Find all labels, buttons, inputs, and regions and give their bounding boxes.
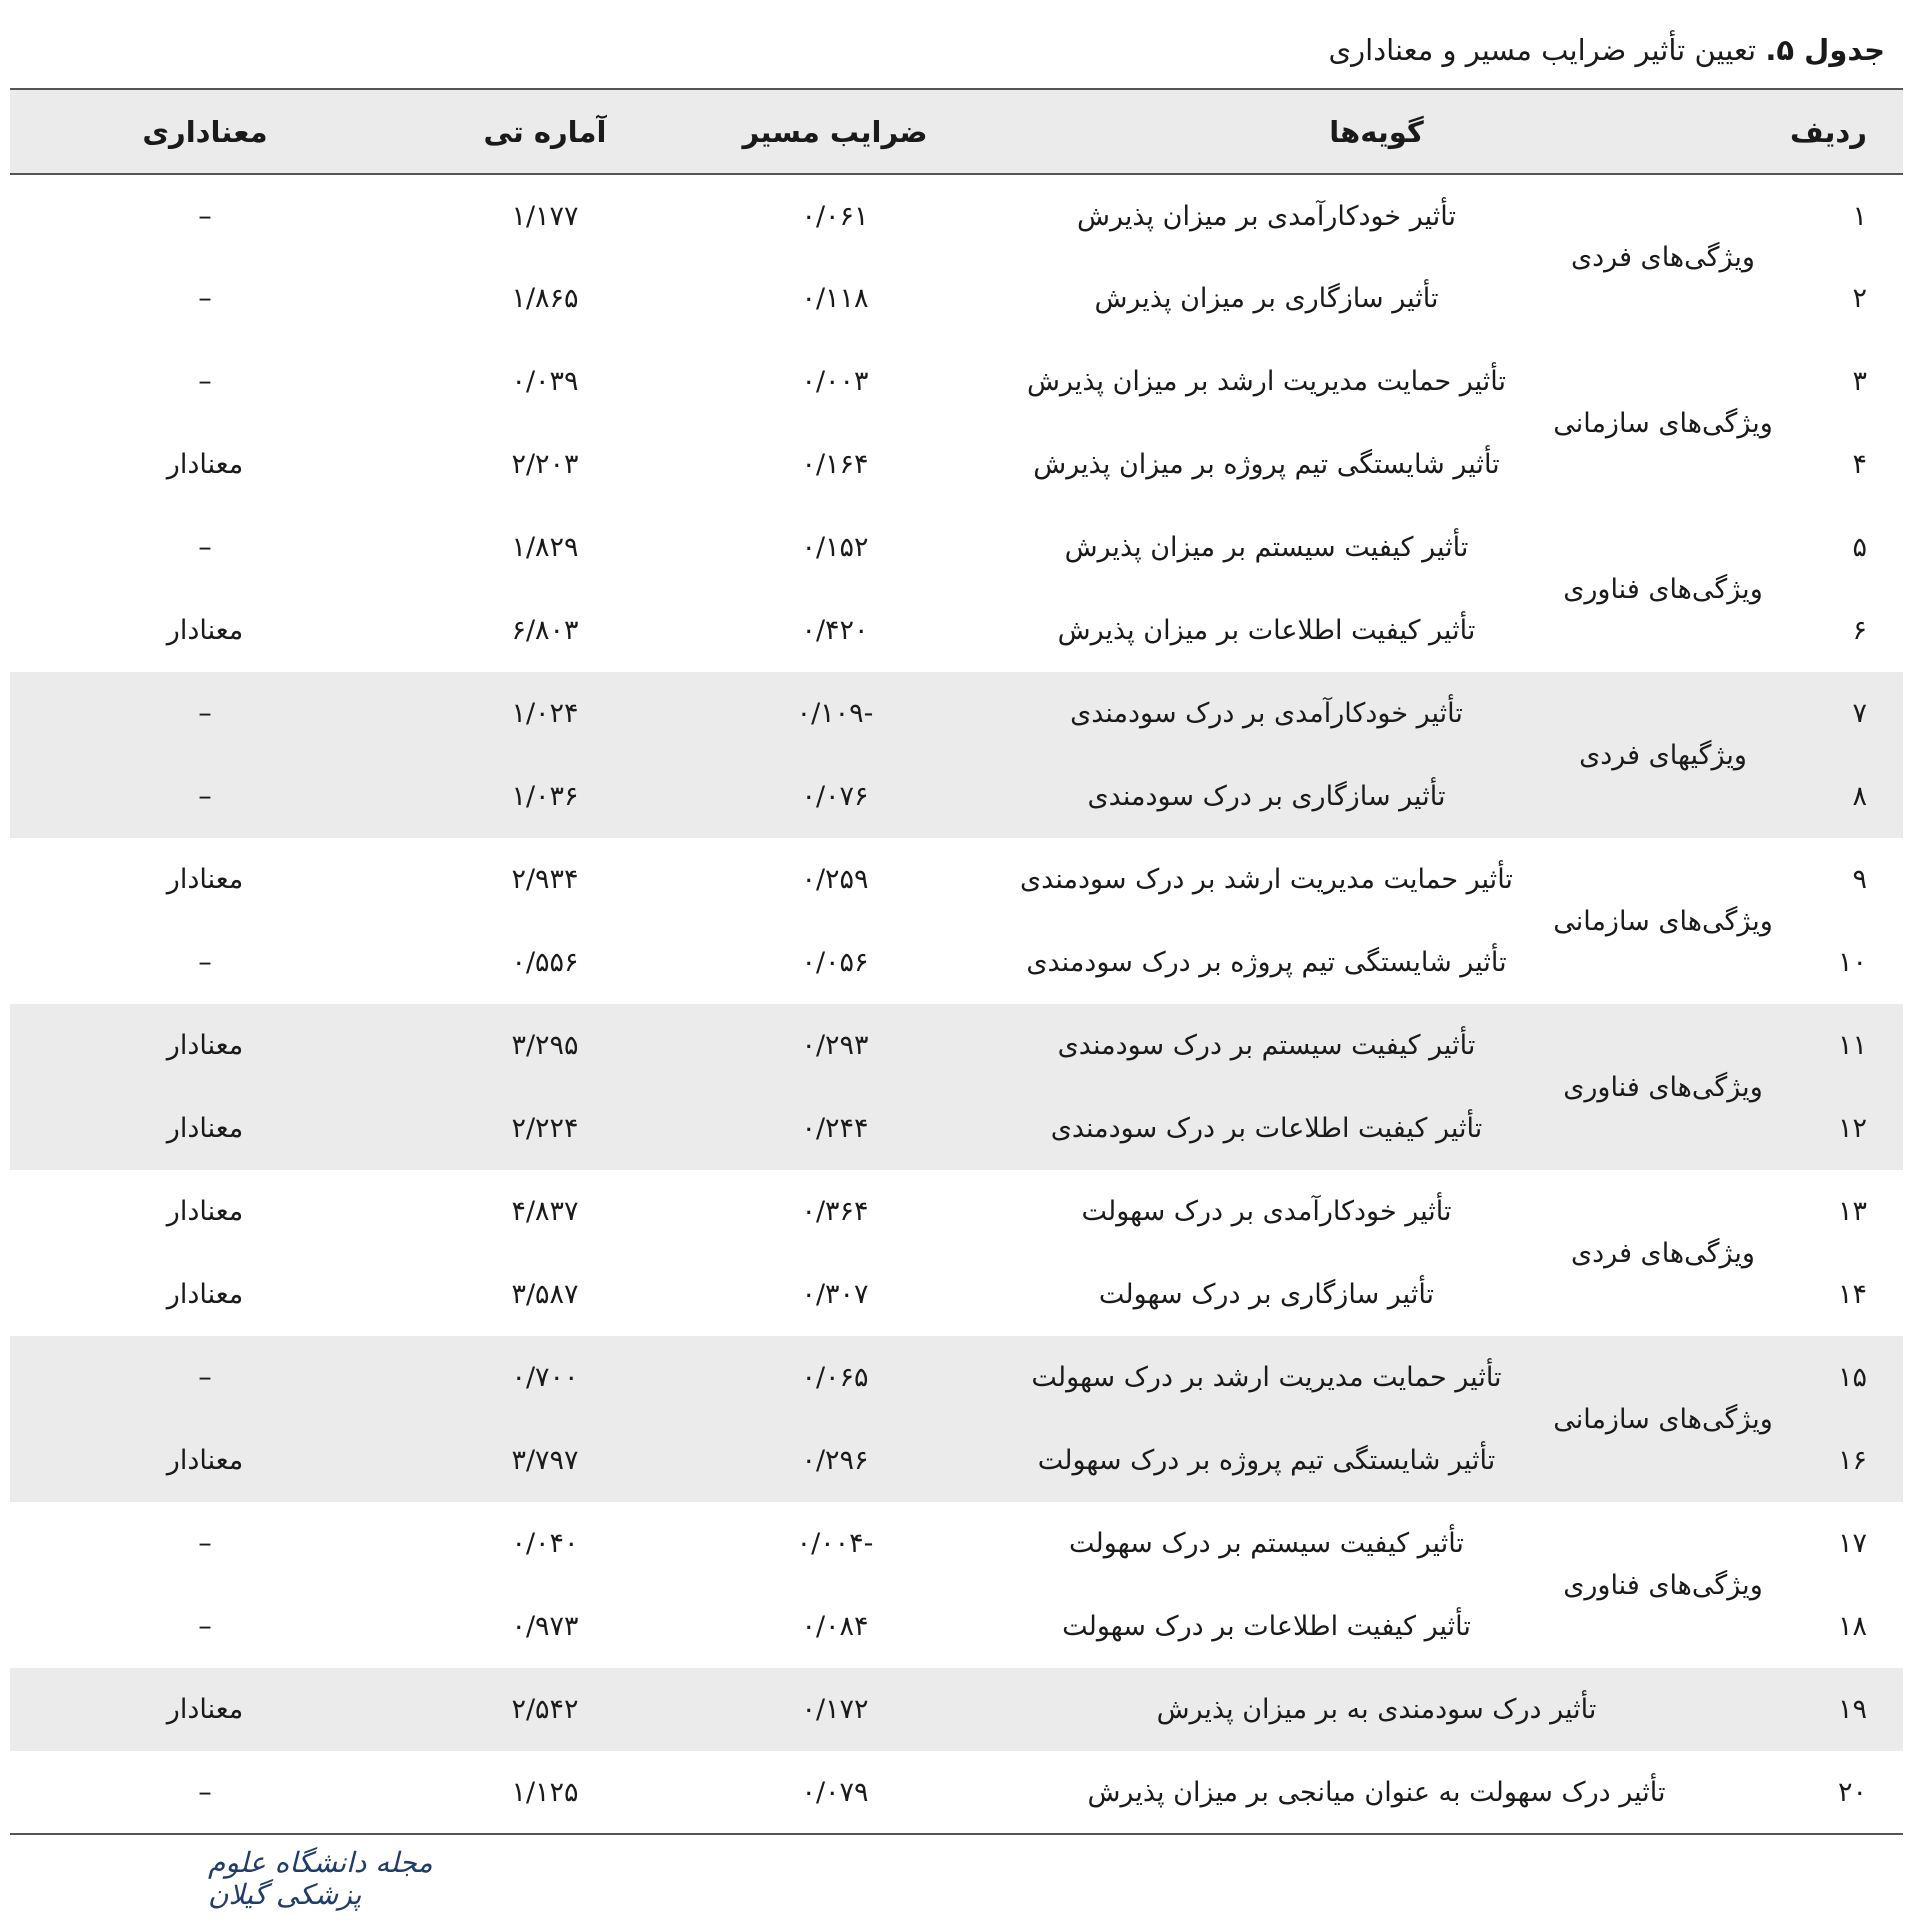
row-item: تأثیر کیفیت اطلاعات بر میزان پذیرش [1057, 615, 1476, 646]
row-path-coefficient: ۰/۱۶۴ [801, 449, 869, 480]
row-significance: – [198, 698, 212, 729]
row-t-statistic: ۲/۲۲۴ [511, 1113, 579, 1144]
row-number: ۱۳ [1837, 1196, 1867, 1227]
row-t-statistic: ۲/۲۰۳ [511, 449, 579, 480]
header-items: گویه‌ها [980, 89, 1773, 174]
header-path-coefficient: ضرایب مسیر [690, 89, 980, 174]
path-coefficients-table [10, 88, 1903, 1835]
row-item: تأثیر درک سودمندی به بر میزان پذیرش [1156, 1694, 1597, 1725]
row-number: ۴ [1852, 449, 1867, 480]
row-group: ویژگی‌های فردی [1571, 1237, 1755, 1269]
row-number: ۱۰ [1837, 947, 1867, 978]
row-significance: معنادار [166, 615, 244, 646]
row-path-coefficient: ۰/۳۰۷ [801, 1279, 869, 1310]
row-significance: – [198, 366, 212, 397]
row-item: تأثیر سازگاری بر درک سودمندی [1087, 781, 1446, 812]
row-group: ویژگی‌های سازمانی [1553, 1403, 1773, 1435]
row-path-coefficient: ۰/۱۷۲ [801, 1694, 869, 1725]
row-number: ۱۵ [1837, 1362, 1867, 1393]
table-row [10, 506, 1903, 589]
row-group: ویژگی‌های فردی [1571, 242, 1755, 273]
row-item: تأثیر کیفیت اطلاعات بر درک سودمندی [1050, 1113, 1483, 1144]
row-item: تأثیر کیفیت اطلاعات بر درک سهولت [1062, 1611, 1471, 1642]
table-header-row [10, 89, 1903, 174]
table-row [10, 1336, 1903, 1419]
row-group: ویژگی‌های سازمانی [1553, 407, 1773, 439]
row-number: ۱۴ [1837, 1279, 1867, 1310]
row-number: ۹ [1852, 864, 1867, 895]
row-significance: معنادار [166, 1279, 244, 1310]
row-group: ویژگیهای فردی [1579, 739, 1747, 771]
row-item: تأثیر حمایت مدیریت ارشد بر درک سودمندی [1020, 864, 1513, 895]
row-t-statistic: ۰/۰۳۹ [511, 366, 579, 397]
row-number: ۱۶ [1837, 1445, 1867, 1476]
row-item: تأثیر درک سهولت به عنوان میانجی بر میزان پذیرش [980, 1751, 1773, 1834]
table-row [10, 838, 1903, 921]
table-row [10, 1751, 1903, 1834]
row-number: ۱۸ [1837, 1611, 1867, 1642]
row-group: ویژگی‌های سازمانی [1553, 905, 1773, 937]
row-item: تأثیر شایستگی تیم پروژه بر درک سودمندی [1026, 947, 1507, 978]
svg-text:مجله دانشگاه علوم: مجله دانشگاه علوم [208, 1846, 433, 1879]
row-path-coefficient: ۰/۱۱۸ [801, 283, 869, 314]
row-t-statistic: ۰/۵۵۶ [511, 947, 579, 978]
row-number: ۲۰ [1773, 1751, 1903, 1834]
row-t-statistic: ۰/۰۴۰ [511, 1528, 579, 1559]
header-significance: معناداری [10, 89, 400, 174]
table-row [10, 1502, 1903, 1585]
row-path-coefficient: -۰/۱۰۹ [796, 698, 874, 729]
row-number: ۲ [1852, 283, 1867, 314]
row-significance: – [10, 1751, 400, 1834]
row-path-coefficient: ۰/۲۹۶ [801, 1445, 869, 1476]
row-t-statistic: ۱/۰۳۶ [511, 781, 579, 812]
row-number: ۱۱ [1837, 1030, 1867, 1061]
row-item: تأثیر سازگاری بر میزان پذیرش [1094, 283, 1439, 314]
row-item: تأثیر حمایت مدیریت ارشد بر میزان پذیرش [1026, 366, 1507, 397]
row-t-statistic: ۱/۸۶۵ [511, 283, 579, 314]
row-significance: معنادار [166, 1196, 244, 1227]
svg-text:پزشکی گیلان: پزشکی گیلان [208, 1878, 362, 1911]
row-item: تأثیر شایستگی تیم پروژه بر درک سهولت [1037, 1445, 1496, 1476]
row-item: تأثیر خودکارآمدی بر درک سهولت [1081, 1196, 1452, 1227]
row-path-coefficient: ۰/۲۴۴ [801, 1113, 869, 1144]
table-caption [28, 28, 1885, 72]
table-row [10, 1668, 1903, 1751]
header-t-statistic: آماره تی [400, 89, 690, 174]
row-item: تأثیر سازگاری بر درک سهولت [1098, 1279, 1435, 1310]
row-item: تأثیر خودکارآمدی بر میزان پذیرش [1077, 200, 1456, 232]
row-t-statistic: ۱/۱۷۷ [511, 200, 579, 232]
row-number: ۱۷ [1837, 1528, 1867, 1559]
row-significance: – [198, 1528, 212, 1559]
row-t-statistic: ۰/۷۰۰ [511, 1362, 579, 1393]
row-path-coefficient: ۰/۰۷۹ [690, 1751, 980, 1834]
row-number: ۳ [1852, 366, 1867, 397]
row-item: تأثیر شایستگی تیم پروژه بر میزان پذیرش [1033, 449, 1500, 480]
row-item: تأثیر کیفیت سیستم بر درک سهولت [1069, 1528, 1464, 1559]
row-t-statistic: ۰/۹۷۳ [511, 1611, 579, 1642]
row-item: تأثیر حمایت مدیریت ارشد بر درک سهولت [1031, 1362, 1502, 1393]
journal-logo [8, 1838, 433, 1912]
row-significance: معنادار [166, 1113, 244, 1144]
row-significance: – [198, 283, 212, 314]
row-t-statistic: ۱/۰۲۴ [511, 698, 579, 729]
row-significance: معنادار [166, 1445, 244, 1476]
row-t-statistic: ۶/۸۰۳ [511, 615, 579, 646]
row-path-coefficient: ۰/۰۰۳ [801, 366, 869, 397]
row-t-statistic: ۴/۸۳۷ [511, 1196, 579, 1227]
row-significance: – [198, 947, 212, 978]
row-path-coefficient: ۰/۰۸۴ [801, 1611, 869, 1642]
table-row [10, 672, 1903, 755]
row-t-statistic: ۱/۸۲۹ [511, 532, 579, 563]
row-t-statistic: ۲/۵۴۲ [511, 1694, 579, 1725]
row-group: ویژگی‌های فناوری [1563, 1569, 1763, 1601]
row-significance: – [198, 1611, 212, 1642]
row-number: ۱۲ [1837, 1113, 1867, 1144]
table-row [10, 174, 1903, 257]
row-path-coefficient: ۰/۲۹۳ [801, 1030, 869, 1061]
row-number: ۱۹ [1837, 1694, 1867, 1725]
row-path-coefficient: ۰/۱۵۲ [801, 532, 869, 563]
row-group: ویژگی‌های فناوری [1563, 573, 1763, 605]
row-path-coefficient: ۰/۴۲۰ [801, 615, 869, 646]
row-significance: معنادار [166, 1030, 244, 1061]
row-path-coefficient: ۰/۲۵۹ [801, 864, 869, 895]
row-number: ۱ [1852, 200, 1867, 232]
caption-text: تعیین تأثیر ضرایب مسیر و معناداری [1328, 33, 1757, 67]
row-significance: معنادار [166, 864, 244, 895]
row-significance: معنادار [166, 1694, 244, 1725]
row-number: ۵ [1852, 532, 1867, 563]
row-path-coefficient: ۰/۰۶۱ [801, 200, 869, 232]
row-path-coefficient: ۰/۰۶۵ [801, 1362, 869, 1393]
caption-label: جدول ۵. [1765, 33, 1885, 67]
row-significance: – [198, 781, 212, 812]
row-path-coefficient: -۰/۰۰۴ [796, 1528, 874, 1559]
row-item: تأثیر کیفیت سیستم بر درک سودمندی [1057, 1030, 1476, 1061]
row-number: ۸ [1852, 781, 1867, 812]
row-item: تأثیر خودکارآمدی بر درک سودمندی [1070, 698, 1463, 729]
row-significance: – [198, 200, 212, 232]
row-path-coefficient: ۰/۰۵۶ [801, 947, 869, 978]
row-path-coefficient: ۰/۰۷۶ [801, 781, 869, 812]
row-significance: – [198, 1362, 212, 1393]
row-t-statistic: ۳/۵۸۷ [511, 1279, 579, 1310]
row-group: ویژگی‌های فناوری [1563, 1071, 1763, 1103]
table-row [10, 340, 1903, 423]
table-row [10, 1004, 1903, 1087]
row-path-coefficient: ۰/۳۶۴ [801, 1196, 869, 1227]
row-t-statistic: ۲/۹۳۴ [511, 864, 579, 895]
row-t-statistic: ۳/۲۹۵ [511, 1030, 579, 1061]
row-number: ۶ [1852, 615, 1867, 646]
row-t-statistic: ۱/۱۲۵ [400, 1751, 690, 1834]
row-significance: – [198, 532, 212, 563]
row-significance: معنادار [166, 449, 244, 480]
row-number: ۷ [1852, 698, 1867, 729]
row-item: تأثیر کیفیت سیستم بر میزان پذیرش [1064, 532, 1469, 563]
row-t-statistic: ۳/۷۹۷ [511, 1445, 579, 1476]
header-row-number: ردیف [1773, 89, 1903, 174]
table-row [10, 1170, 1903, 1253]
